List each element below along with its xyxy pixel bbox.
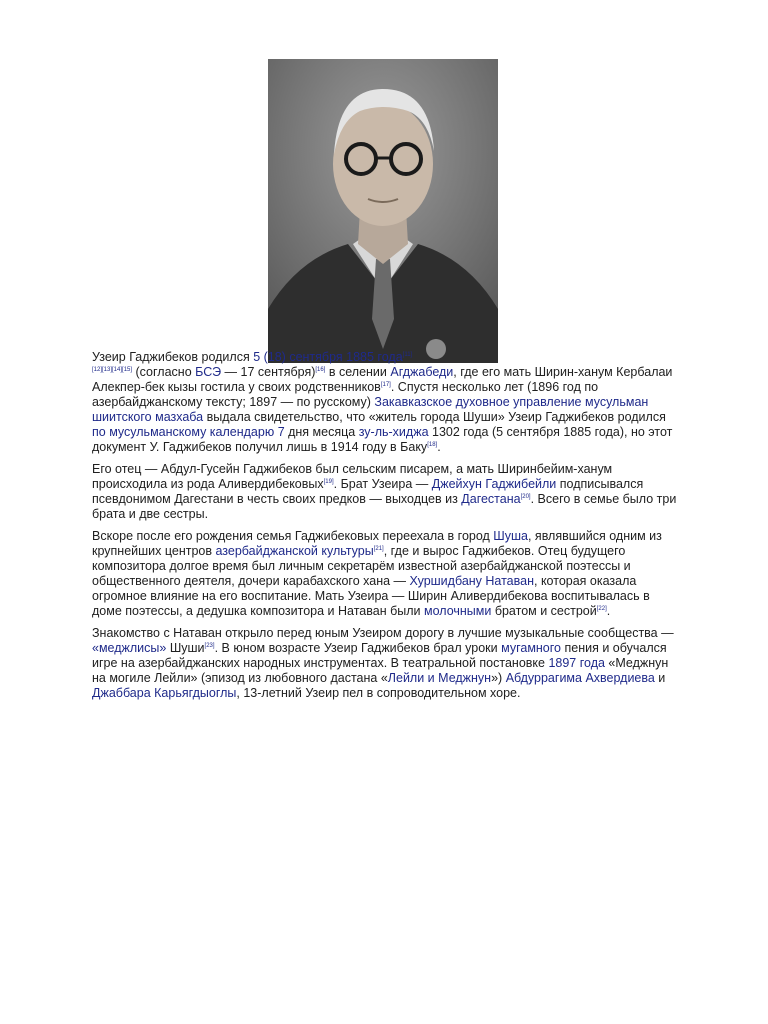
link-spiritual-board[interactable]: Закавказское духовное управление мусульман шиитского мазхаба [92, 395, 649, 424]
text: . [606, 604, 611, 618]
text: выдала свидетельство, что «житель города Шуши» Узеир Гаджибеков родился [203, 410, 666, 424]
text: , являвшийся одним из крупнейших центров [92, 529, 662, 558]
text: Знакомство с Натаван открыло перед юным Узеиром дорогу в лучшие музыкальные сообщества — [92, 626, 674, 640]
text: Вскоре после его рождения семья Гаджибековых переехала в город [92, 529, 494, 543]
portrait-photo-icon [268, 59, 498, 363]
text: пения и обучался игре на азербайджанских народных инструментах. В театральной постановке [92, 641, 667, 670]
text: «Меджнун на могиле Лейли» (эпизод из любовного дастана « [92, 656, 669, 685]
paragraph-family [92, 462, 682, 522]
text: 1302 года (5 сентября 1885 года), но этот документ У. Гаджибеков получил лишь в 1914 году в Баку [92, 425, 673, 454]
link-dagestan[interactable]: Дагестана [461, 492, 521, 506]
link-akhverdiev[interactable]: Абдуррагима Ахвердиева [505, 671, 655, 685]
reference[interactable]: [22] [596, 605, 607, 612]
reference[interactable]: [17] [380, 381, 391, 388]
reference[interactable]: [21] [373, 545, 384, 552]
link-date[interactable]: 5 (18) [253, 350, 286, 364]
link-natavan[interactable]: Хуршидбану Натаван [409, 574, 534, 588]
text: . Спустя несколько лет (1896 год по азербайджанскому тексту; 1897 — по русскому) [92, 380, 599, 409]
text: . [437, 440, 441, 454]
link-shusha[interactable]: Шуша [493, 529, 528, 543]
text: братом и сестрой [491, 604, 597, 618]
text: Узеир Гаджибеков родился [92, 350, 254, 364]
text: . Брат Узеира — [333, 477, 432, 491]
text: Шуши [166, 641, 205, 655]
link-azerbaijani-culture[interactable]: азербайджанской культуры [215, 544, 374, 558]
text: , где его мать Ширин-ханум Кербалаи Алекпер-бек кызы гостила у своих родственников [92, 365, 673, 394]
text: и [654, 671, 666, 685]
link-muslim-calendar[interactable]: по мусульманскому календарю [92, 425, 275, 439]
text: дня месяца [284, 425, 359, 439]
reference[interactable]: [19] [323, 478, 334, 485]
link-7[interactable]: 7 [277, 425, 285, 439]
article-body [92, 350, 682, 708]
text: Его отец — Абдул-Гусейн Гаджибеков был сельским писарем, а мать Ширинбейим-ханум происходила из рода Аливердибековых [92, 462, 613, 491]
link-jeyhun[interactable]: Джейхун Гаджибейли [431, 477, 557, 491]
link-mejlis[interactable]: «меджлисы» [92, 641, 167, 655]
link-september[interactable]: сентября [289, 350, 343, 364]
reference[interactable]: [20] [520, 493, 531, 500]
link-karyagdyoglu[interactable]: Джаббара Карьягдыоглы [92, 686, 237, 700]
paragraph-birth [92, 350, 682, 455]
link-mugam[interactable]: мугамного [501, 641, 561, 655]
link-milk[interactable]: молочными [423, 604, 492, 618]
portrait-photo [268, 59, 498, 363]
link-1897[interactable]: 1897 года [548, 656, 605, 670]
reference[interactable]: [11] [402, 351, 413, 358]
text: подписывался псевдонимом Дагестани в честь своих предков — выходцев из [92, 477, 644, 506]
reference[interactable]: [23] [204, 642, 215, 649]
link-zul-hijja[interactable]: зу-ль-хиджа [358, 425, 429, 439]
text: в селении [325, 365, 391, 379]
paragraph-music [92, 626, 682, 701]
reference[interactable]: [16] [315, 366, 326, 373]
link-agjabedi[interactable]: Агджабеди [390, 365, 454, 379]
text: (согласно [132, 365, 196, 379]
link-bse[interactable]: БСЭ [195, 365, 222, 379]
reference[interactable]: [12][13][14][15] [92, 366, 133, 373]
text: . Всего в семье было три брата и две сестры. [92, 492, 677, 521]
paragraph-shusha [92, 529, 682, 619]
text: ») [491, 671, 506, 685]
text: , 13-летний Узеир пел в сопроводительном хоре. [236, 686, 521, 700]
link-1885[interactable]: 1885 года [346, 350, 403, 364]
text: — 17 сентября) [221, 365, 316, 379]
text: , которая оказала огромное влияние на его воспитание. Мать Узеира — Ширин Аливердибекова воспитывалась в доме поэтессы, а дедушка композитора и Натаван были [92, 574, 650, 618]
text: , где и вырос Гаджибеков. Отец будущего композитора долгое время был личным секретарём известной азербайджанской поэтессы и общественного деятеля, дочери карабахского хана — [92, 544, 631, 588]
reference[interactable]: [18] [427, 441, 438, 448]
link-leyli-majnun[interactable]: Лейли и Меджнун [387, 671, 492, 685]
text: . В юном возрасте Узеир Гаджибеков брал уроки [214, 641, 502, 655]
